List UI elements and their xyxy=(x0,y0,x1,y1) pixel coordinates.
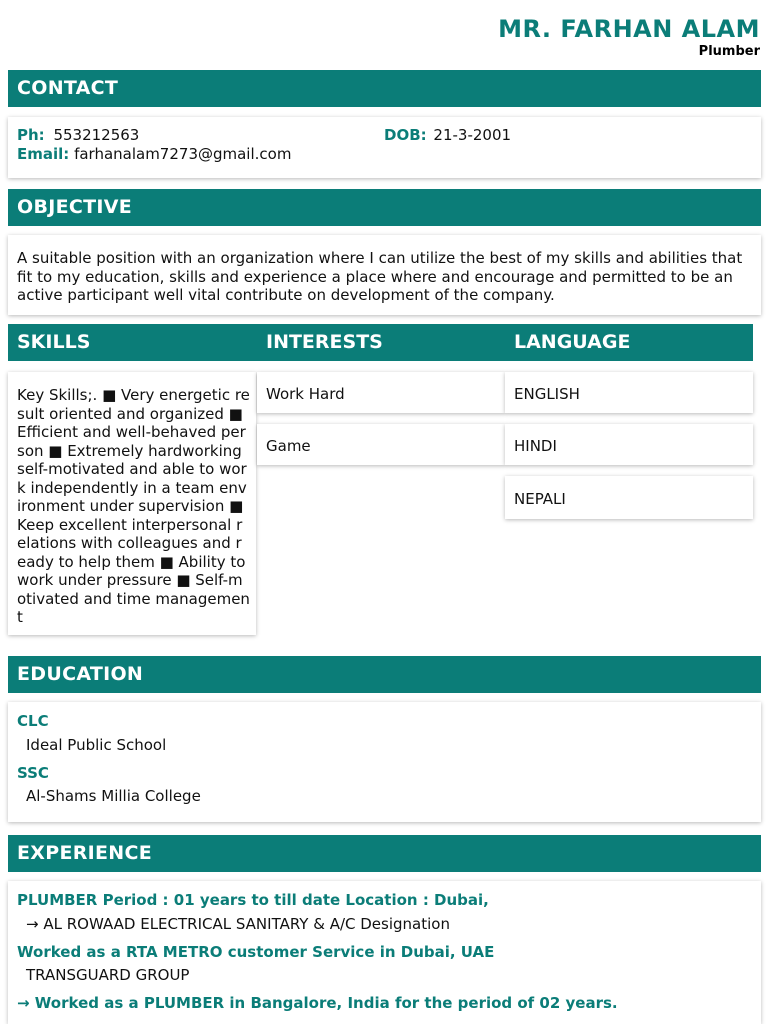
candidate-role: Plumber xyxy=(698,44,760,59)
objective-card xyxy=(8,235,761,315)
language-item: HINDI xyxy=(505,424,753,465)
education-degree: SSC xyxy=(17,764,49,782)
contact-section-title: CONTACT xyxy=(8,70,761,107)
resume-header xyxy=(498,14,760,60)
language-item: NEPALI xyxy=(505,476,753,519)
experience-detail: TRANSGUARD GROUP xyxy=(26,966,190,984)
email-row xyxy=(17,145,291,164)
education-degree: CLC xyxy=(17,712,49,730)
skills-section-title: SKILLS xyxy=(8,324,257,361)
experience-detail: → AL ROWAAD ELECTRICAL SANITARY & A/C Designation xyxy=(26,915,450,933)
skills-text: Key Skills;. ■ Very energetic result oriented and organized ■ Efficient and well-behaved person ■ Extremely hardworking self-motivated and able to work independently in a team environment under supervision ■ Keep excellent interpersonal relations with colleagues and ready to help them ■ Ability to work under pressure ■ Self-motivated and time management xyxy=(17,386,250,626)
dob-label: DOB: xyxy=(384,126,427,144)
experience-heading: Worked as a RTA METRO customer Service in Dubai, UAE xyxy=(17,943,495,961)
interest-item: Game xyxy=(257,424,505,465)
experience-section-title: EXPERIENCE xyxy=(8,835,761,872)
interest-item: Work Hard xyxy=(257,372,505,413)
candidate-name: MR. FARHAN ALAM xyxy=(498,15,760,43)
objective-section-title: OBJECTIVE xyxy=(8,189,761,226)
education-school: Ideal Public School xyxy=(26,736,167,754)
language-item: ENGLISH xyxy=(505,372,753,413)
contact-card xyxy=(8,117,761,178)
experience-heading: → Worked as a PLUMBER in Bangalore, India for the period of 02 years. xyxy=(17,994,618,1012)
skills-card xyxy=(8,372,256,635)
phone-row xyxy=(17,126,139,145)
email-value[interactable]: farhanalam7273@gmail.com xyxy=(74,145,292,163)
education-section-title: EDUCATION xyxy=(8,656,761,693)
phone-value: 553212563 xyxy=(53,126,140,144)
interests-section-title: INTERESTS xyxy=(257,324,506,361)
dob-row xyxy=(384,126,511,145)
phone-label: Ph: xyxy=(17,126,45,144)
dob-value: 21-3-2001 xyxy=(433,126,512,144)
education-card xyxy=(8,702,761,822)
education-school: Al-Shams Millia College xyxy=(26,787,201,805)
language-section-title: LANGUAGE xyxy=(505,324,753,361)
email-label: Email: xyxy=(17,145,70,163)
experience-heading: PLUMBER Period : 01 years to till date Location : Dubai, xyxy=(17,891,489,909)
experience-card xyxy=(8,881,761,1024)
objective-text: A suitable position with an organization where I can utilize the best of my skills and abilities that fit to my education, skills and experience a place where and encourage and permitted to be an active participant well vital contribute on development of the company. xyxy=(17,249,743,304)
